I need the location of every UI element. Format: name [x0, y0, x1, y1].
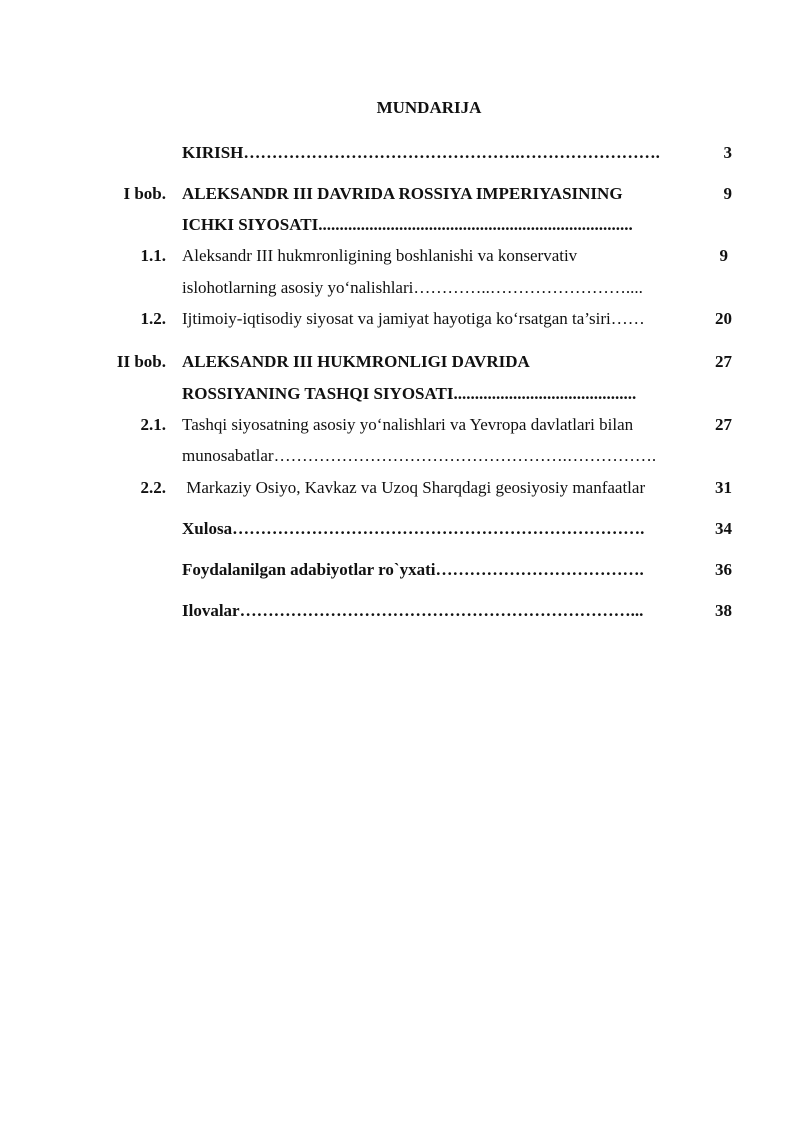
- toc-entry-number: 1.1.: [140, 246, 166, 265]
- toc-entry-title: Tashqi siyosatning asosiy yo‘nalishlari va Yevropa davlatlari bilan: [182, 415, 634, 434]
- toc-entry-title: Xulosa……………………………………………………………….: [182, 519, 645, 538]
- toc-entry-title: Ijtimoiy-iqtisodiy siyosat va jamiyat hayotiga ko‘rsatgan ta’siri……: [182, 309, 645, 328]
- toc-entry-number: II bob.: [116, 352, 166, 371]
- toc-entry-title: ALEKSANDR III DAVRIDA ROSSIYA IMPERIYASINING: [182, 184, 623, 203]
- toc-entry-title: Markaziy Osiyo, Kavkaz va Uzoq Sharqdagi geosiyosiy manfaatlar: [182, 478, 646, 497]
- toc-entry-ilovalar[interactable]: [0, 599, 800, 623]
- toc-entry-section-2-2[interactable]: [0, 476, 800, 500]
- toc-page-number: 20: [715, 309, 732, 328]
- toc-page-number: 27: [715, 415, 732, 434]
- toc-entry-number: I bob.: [123, 184, 166, 203]
- toc-entry-number: 2.2.: [140, 478, 166, 497]
- toc-page-number: 27: [715, 352, 732, 371]
- toc-entry-title: KIRISH………………………………………….…………………….: [182, 143, 660, 162]
- toc-entry-chapter-1-cont: [0, 213, 800, 237]
- toc-entry-chapter-2[interactable]: [0, 350, 800, 374]
- page-title: MUNDARIJA: [376, 98, 482, 117]
- toc-entry-adabiyotlar[interactable]: [0, 558, 800, 582]
- toc-entry-section-1-1-cont: [0, 276, 800, 300]
- toc-entry-title-cont: munosabatlar…………………………………………….…………….: [182, 446, 657, 465]
- toc-page-number: 34: [715, 519, 732, 538]
- toc-entry-title-cont: ROSSIYANING TASHQI SIYOSATI...........................................: [182, 384, 637, 403]
- toc-entry-section-1-1[interactable]: [0, 244, 800, 268]
- toc-entry-title: Ilovalar……………………………………………………………...: [182, 601, 644, 620]
- toc-entry-title-cont: ICHKI SIYOSATI..........................................................................: [182, 215, 633, 234]
- toc-entry-title: Aleksandr III hukmronligining boshlanishi va konservativ: [182, 246, 578, 265]
- toc-entry-title: ALEKSANDR III HUKMRONLIGI DAVRIDA: [182, 352, 530, 371]
- toc-page-number: 3: [723, 143, 732, 162]
- toc-page-number: 9: [723, 184, 732, 203]
- toc-entry-section-1-2[interactable]: [0, 307, 800, 331]
- toc-entry-section-2-1-cont: [0, 444, 800, 468]
- toc-page-number: 36: [715, 560, 732, 579]
- toc-entry-chapter-1[interactable]: [0, 182, 800, 206]
- toc-page-number: 38: [715, 601, 732, 620]
- toc-entry-xulosa[interactable]: [0, 517, 800, 541]
- toc-page-number: 9: [719, 246, 728, 265]
- toc-entry-chapter-2-cont: [0, 382, 800, 406]
- toc-entry-section-2-1[interactable]: [0, 413, 800, 437]
- toc-entry-number: 2.1.: [140, 415, 166, 434]
- toc-page-number: 31: [715, 478, 732, 497]
- toc-entry-kirish[interactable]: [0, 141, 800, 165]
- toc-entry-title-cont: islohotlarning asosiy yo‘nalishlari…………..……………………....: [182, 278, 643, 297]
- toc-entry-title: Foydalanilgan adabiyotlar ro`yxati……………………………….: [182, 560, 644, 579]
- toc-entry-number: 1.2.: [140, 309, 166, 328]
